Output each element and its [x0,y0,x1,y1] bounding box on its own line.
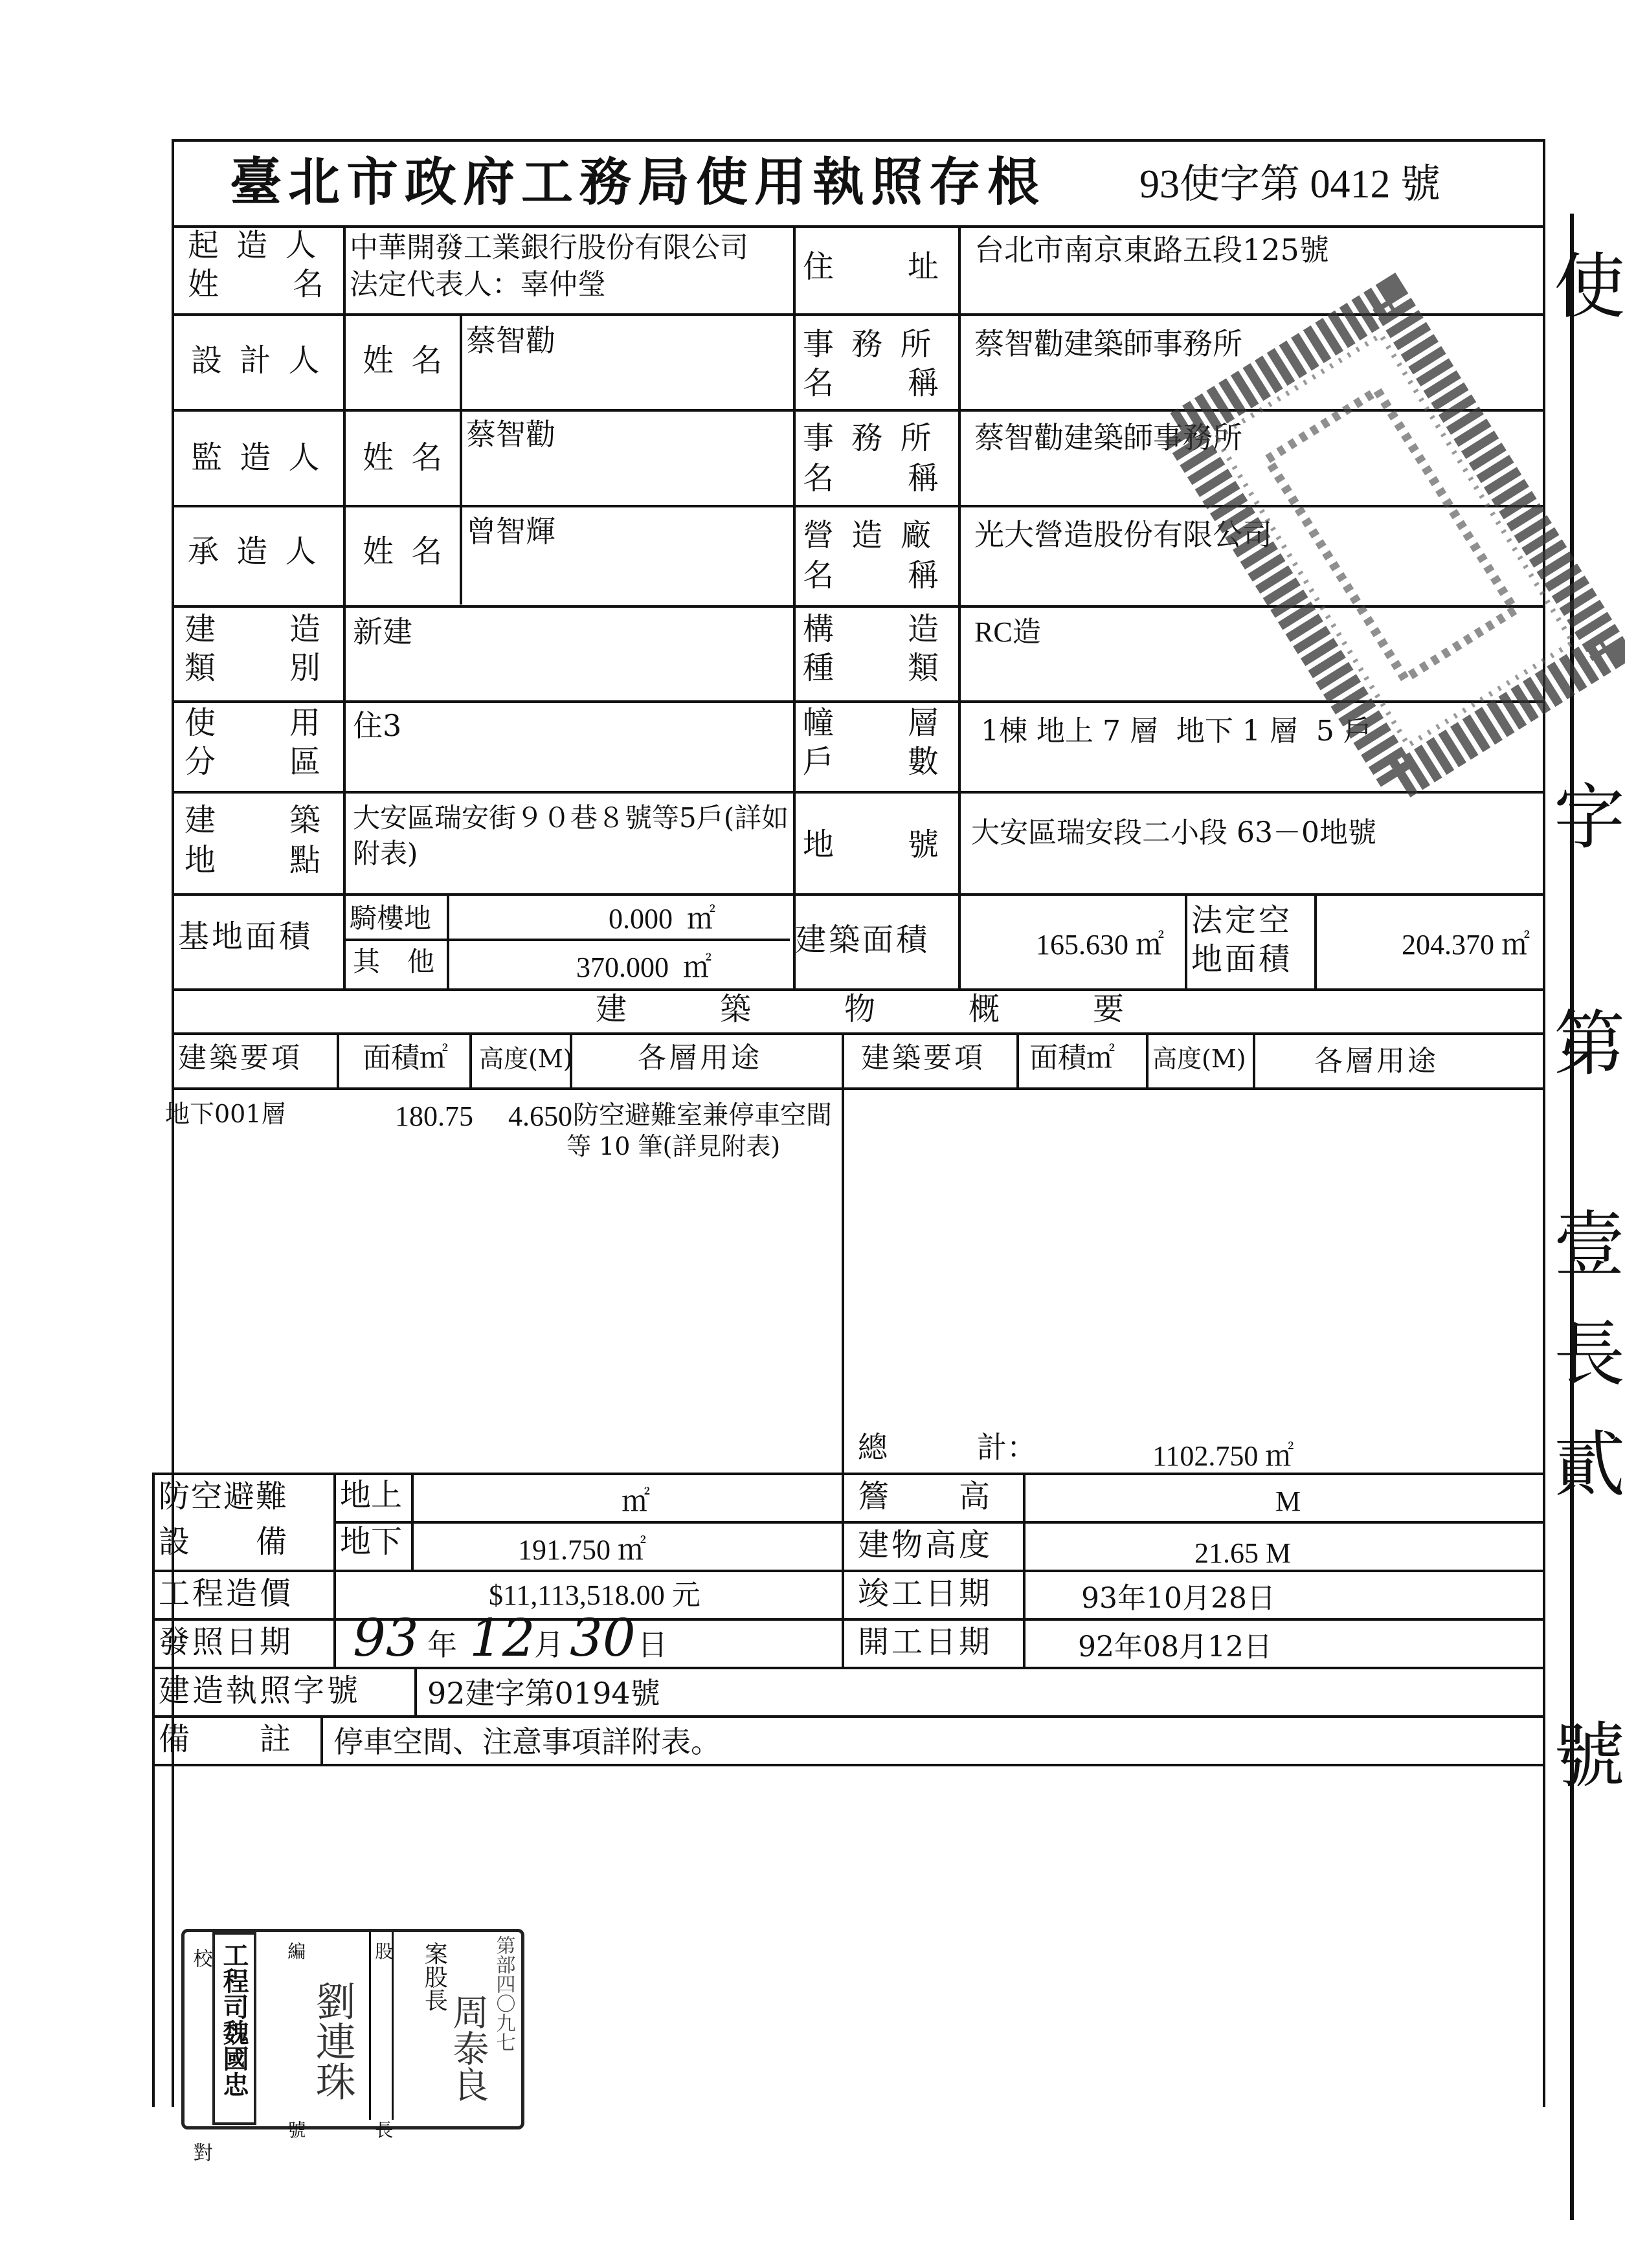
col-line [793,225,796,989]
col-area-header: 面積㎡ [363,1041,448,1074]
col-line [1023,1473,1025,1667]
issue-day-unit: 日 [638,1627,667,1662]
contractor-name-label: 姓 名 [363,533,447,570]
contractor-firm-label: 營 造 廠 [803,517,936,553]
permit-no-value: 92建字第0194號 [427,1676,660,1711]
col-line [842,1473,844,1667]
arcade-label: 騎樓地 [350,902,432,934]
building-area-value: 165.630 ㎡ [1036,929,1164,961]
location-value-2: 附表) [353,838,418,869]
editor-name: 劉連珠 [309,1981,357,2101]
col-line [842,1032,844,1473]
applicant-name: 中華開發工業銀行股份有限公司 [350,231,748,264]
margin-char: 壹 [1554,1203,1625,1286]
contractor-name: 曾智輝 [466,514,555,549]
floor-row-area: 180.75 [395,1100,473,1132]
shelter-above-label: 地上 [340,1477,403,1513]
supervisor-office: 蔡智勸建築師事務所 [974,420,1242,455]
permit-no-label: 建造執照字號 [159,1673,361,1709]
other-value: 370.000 ㎡ [576,951,712,983]
shelter-below-value: 191.750 ㎡ [518,1534,646,1566]
col-line [1253,1032,1255,1087]
issue-day: 30 [570,1608,636,1668]
col-line [414,1667,417,1715]
chief-name: 周泰良 [447,1994,489,2102]
floor-row-use-2: 等 10 筆(詳見附表) [566,1132,781,1161]
col-line [1016,1032,1019,1087]
lot-label: 地 號 [803,827,943,863]
floor-row-item: 地下001層 [165,1100,286,1128]
designer-office: 蔡智勸建築師事務所 [974,326,1242,361]
stamp-side-text: 第部四〇九七 [492,1935,515,2052]
edit-label: 編 號 [285,1942,307,2210]
cost-value: $11,113,518.00 元 [489,1579,700,1611]
floor-row-height: 4.650 [508,1100,572,1132]
supervisor-office-label: 事 務 所 [803,420,936,456]
col-line [320,1715,323,1764]
margin-char: 字 [1554,776,1625,859]
other-label: 其 他 [353,946,435,977]
row-line [152,1764,1544,1766]
shelter-below-label: 地下 [340,1524,403,1560]
lot-value: 大安區瑞安段二小段 63－0地號 [971,816,1376,849]
row-line [152,1473,1544,1475]
eaves-label: 簷 高 [858,1478,993,1515]
issue-year-unit: 年 [427,1627,457,1662]
col-line [152,1473,155,2107]
designer-office-label-2: 名 稱 [803,365,943,401]
designer-name: 蔡智勸 [466,323,555,358]
building-height-label: 建物高度 [858,1527,993,1563]
row-line [172,1032,1544,1035]
margin-char: 長 [1554,1313,1625,1396]
floors-label-2: 戶 數 [803,744,943,780]
margin-char: 第 [1554,1003,1625,1085]
completion-label: 竣工日期 [858,1575,993,1612]
construction-label: 建 造 [185,611,325,647]
shelter-label: 防空避難 [159,1478,289,1515]
col-height-header-2: 高度(M) [1152,1045,1246,1073]
supervisor-office-label-2: 名 稱 [803,460,943,496]
row-line [447,939,790,941]
frame-top [172,139,1545,142]
open-space-value: 204.370 ㎡ [1402,929,1530,961]
zoning-label-2: 分 區 [185,744,325,780]
contractor-firm: 光大營造股份有限公司 [974,517,1272,552]
col-item-header: 建築要項 [178,1041,302,1074]
chief-label: 股 長 [372,1942,394,2210]
construction-label-2: 類 別 [185,650,325,686]
start-date-label: 開工日期 [858,1624,993,1660]
building-area-label: 建築面積 [795,922,930,958]
col-line [1146,1032,1149,1087]
contractor-firm-label-2: 名 稱 [803,557,943,594]
structure-label: 構 造 [803,611,943,647]
designer-name-label: 姓 名 [363,342,447,379]
issue-month-unit: 月 [534,1627,564,1662]
completion-value: 93年10月28日 [1081,1582,1275,1615]
zoning-value: 住3 [353,708,402,743]
row-line [343,939,447,941]
shelter-above-value: ㎡ [622,1485,650,1517]
contractor-label: 承 造 人 [188,533,320,570]
open-space-label-2: 地面積 [1191,941,1293,977]
check-label: 校 對 [189,1948,212,2240]
location-label: 建 築 [185,802,325,838]
stamp-divider [369,1932,371,2120]
zoning-label: 使 用 [185,705,325,741]
issue-date-label: 發照日期 [159,1624,294,1660]
row-line [152,1570,1544,1572]
cost-label: 工程造價 [159,1575,294,1612]
col-line [1185,893,1187,988]
total-label: 總 計： [858,1430,1037,1465]
row-line [333,1521,845,1524]
chief-title: 案股長 [421,1942,448,2012]
col-line [343,225,346,989]
row-line [845,1521,1544,1524]
col-use-header-2: 各層用途 [1314,1045,1439,1078]
issue-month: 12 [469,1608,535,1668]
total-value: 1102.750 ㎡ [1152,1440,1294,1472]
eaves-value: M [1275,1485,1301,1517]
location-label-2: 地 點 [185,842,325,878]
row-line [172,1087,1544,1090]
supervisor-label: 監 造 人 [191,439,324,476]
col-line [337,1032,339,1087]
page-title: 臺北市政府工務局使用執照存根 [230,151,1046,212]
structure-type: RC造 [974,616,1041,648]
designer-label: 設 計 人 [191,342,324,379]
arcade-value: 0.000 ㎡ [609,903,715,935]
floors-value: 1棟 地上 7 層 地下 1 層 5 戶 [981,715,1372,748]
margin-char: 貳 [1554,1423,1625,1506]
row-line [172,893,1544,896]
applicant-label-2: 姓 名 [188,266,328,302]
col-line [958,225,961,989]
col-line [460,313,462,605]
license-number: 93使字第 0412 號 [1139,162,1441,206]
col-item-header-2: 建築要項 [861,1041,985,1074]
col-line [469,1032,472,1087]
col-line [333,1473,336,1667]
remarks-value: 停車空間、注意事項詳附表。 [333,1724,721,1759]
applicant-representative: 法定代表人：辜仲瑩 [350,268,606,301]
row-line [152,1715,1544,1718]
structure-label-2: 種 類 [803,650,943,686]
col-height-header: 高度(M) [479,1045,573,1073]
scanned-seal-stamp [1211,233,1599,893]
floors-label: 幢 層 [803,705,943,741]
col-line [447,893,449,988]
open-space-label: 法定空 [1191,902,1293,939]
margin-char: 使 [1554,245,1625,328]
start-date-value: 92年08月12日 [1078,1630,1272,1663]
address-value: 台北市南京東路五段125號 [974,232,1329,267]
floor-row-use: 防空避難室兼停車空間 [573,1100,832,1130]
summary-title: 建 築 物 概 要 [596,991,1125,1027]
seal-text: 工程司魏國忠 [219,1942,249,2097]
col-use-header: 各層用途 [638,1041,762,1074]
address-label: 住 址 [803,249,943,285]
shelter-label-2: 設 備 [159,1524,289,1560]
row-line [172,225,1544,228]
col-line [1314,893,1317,988]
supervisor-name: 蔡智勸 [466,417,555,452]
location-value: 大安區瑞安街９０巷８號等5戶(詳如 [353,802,789,834]
remarks-label: 備 註 [159,1721,294,1757]
designer-office-label: 事 務 所 [803,326,936,362]
building-height-value: 21.65 M [1194,1537,1292,1569]
applicant-label: 起 造 人 [188,227,320,263]
supervisor-name-label: 姓 名 [363,439,447,476]
col-area-header-2: 面積㎡ [1029,1041,1115,1074]
construction-type: 新建 [353,614,412,649]
col-line [411,1473,414,1570]
margin-char: 號 [1554,1715,1625,1797]
issue-year: 93 [353,1608,419,1668]
site-area-label: 基地面積 [178,918,313,955]
